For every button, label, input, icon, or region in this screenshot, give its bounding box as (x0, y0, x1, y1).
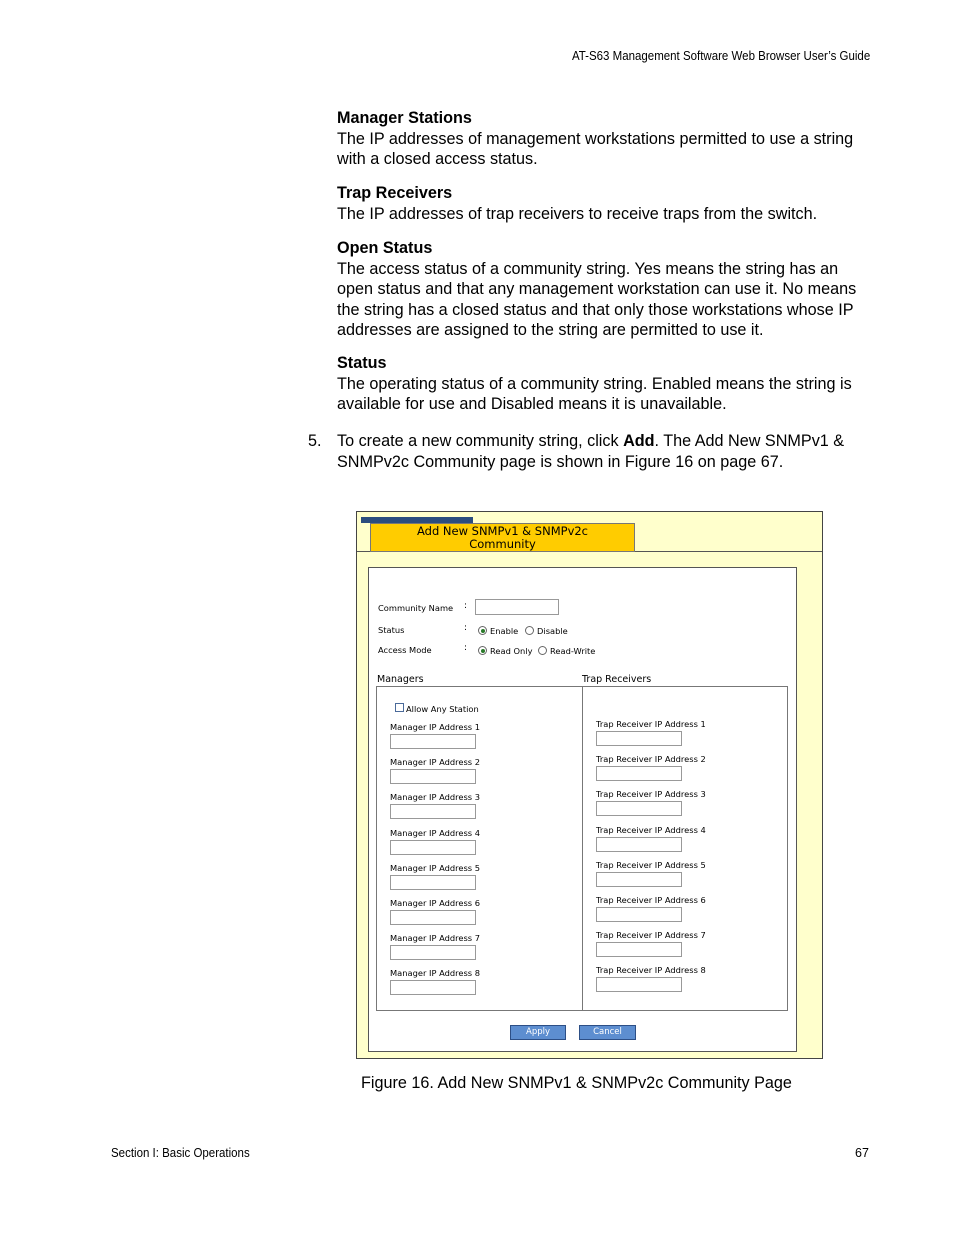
access-read-only-radio[interactable] (478, 646, 487, 655)
manager-ip-label-7: Manager IP Address 7 (390, 933, 481, 944)
figure-screenshot (356, 511, 823, 1059)
manager-ip-input-7[interactable] (390, 945, 476, 960)
manager-ip-input-1[interactable] (390, 734, 476, 749)
trap-receiver-ip-label-7: Trap Receiver IP Address 7 (596, 930, 706, 941)
step-text-post: . The Add New SNMPv1 & SNMPv2c Community page is shown in Figure 16 on page 67. (337, 432, 845, 471)
status-disable-radio[interactable] (525, 626, 534, 635)
step-text-pre: To create a new community string, click (337, 432, 624, 450)
term-title: Manager Stations (337, 109, 472, 127)
trap-receiver-ip-input-2[interactable] (596, 766, 682, 781)
manager-ip-input-5[interactable] (390, 875, 476, 890)
tab-add-community[interactable] (370, 523, 635, 552)
term-status (337, 353, 877, 415)
manager-ip-input-4[interactable] (390, 840, 476, 855)
term-definition: The IP addresses of management workstations permitted to use a string with a closed access status. (337, 129, 854, 168)
manager-ip-label-3: Manager IP Address 3 (390, 792, 481, 803)
trap-receiver-ip-input-1[interactable] (596, 731, 682, 746)
allow-any-station-label: Allow Any Station (406, 704, 479, 714)
tab-title-line2: Community (469, 537, 536, 551)
figure-caption: Figure 16. Add New SNMPv1 & SNMPv2c Community Page (361, 1074, 792, 1092)
trap-receiver-ip-label-2: Trap Receiver IP Address 2 (596, 754, 706, 765)
apply-button[interactable]: Apply (510, 1025, 566, 1040)
cancel-button[interactable]: Cancel (579, 1025, 636, 1040)
step-number: 5. (308, 432, 322, 450)
allow-any-station-checkbox[interactable] (395, 703, 404, 712)
managers-title: Managers (377, 674, 424, 685)
status-enable-label: Enable (490, 626, 519, 636)
trap-receiver-ip-label-5: Trap Receiver IP Address 5 (596, 859, 706, 870)
manager-ip-label-5: Manager IP Address 5 (390, 862, 481, 873)
manager-ip-label-6: Manager IP Address 6 (390, 898, 481, 908)
trap-receiver-ip-label-6: Trap Receiver IP Address 6 (596, 895, 706, 905)
trap-receiver-ip-label-8: Trap Receiver IP Address 8 (596, 965, 706, 976)
community-name-label: Community Name (378, 603, 454, 613)
manager-ip-label-8: Manager IP Address 8 (390, 968, 481, 979)
community-name-input[interactable] (475, 599, 559, 615)
colon: : (464, 623, 468, 633)
manager-ip-label-4: Manager IP Address 4 (390, 827, 481, 838)
manager-ip-label-2: Manager IP Address 2 (390, 757, 481, 768)
term-open-status (337, 238, 877, 341)
trap-receiver-ip-label-4: Trap Receiver IP Address 4 (596, 824, 706, 835)
trap-receiver-ip-input-4[interactable] (596, 837, 682, 852)
status-enable-radio[interactable] (478, 626, 487, 635)
term-title: Trap Receivers (337, 184, 453, 202)
form-panel (368, 567, 797, 1052)
colon: : (464, 601, 468, 611)
manager-ip-label-1: Manager IP Address 1 (390, 722, 481, 732)
page-number: 67 (855, 1146, 869, 1160)
tab-title-line1: Add New SNMPv1 & SNMPv2c (416, 524, 589, 538)
step-text-bold: Add (623, 432, 655, 450)
term-definition: The operating status of a community string. Enabled means the string is available for use and Disabled means it is unavailable. (337, 374, 852, 413)
step-text (337, 431, 877, 472)
colon: : (464, 643, 468, 653)
access-read-write-label: Read-Write (550, 646, 596, 656)
status-disable-label: Disable (537, 626, 568, 636)
access-read-write-radio[interactable] (538, 646, 547, 655)
manager-ip-input-6[interactable] (390, 910, 476, 925)
manager-ip-input-8[interactable] (390, 980, 476, 995)
column-divider (582, 686, 583, 1011)
manager-ip-input-3[interactable] (390, 804, 476, 819)
trap-receiver-ip-label-3: Trap Receiver IP Address 3 (596, 789, 706, 800)
manager-ip-input-2[interactable] (390, 769, 476, 784)
trap-receiver-ip-input-3[interactable] (596, 801, 682, 816)
access-read-only-label: Read Only (490, 646, 533, 656)
term-definition: The IP addresses of trap receivers to receive traps from the switch. (337, 204, 818, 223)
trap-receiver-ip-label-1: Trap Receiver IP Address 1 (596, 719, 706, 729)
trap-receiver-ip-input-5[interactable] (596, 872, 682, 887)
status-label: Status (378, 625, 405, 635)
page-header: AT-S63 Management Software Web Browser User’s Guide (571, 49, 870, 63)
access-mode-label: Access Mode (378, 645, 432, 655)
trap-receivers-title: Trap Receivers (582, 674, 652, 685)
trap-receiver-ip-input-7[interactable] (596, 942, 682, 957)
term-trap-receivers (337, 183, 877, 224)
term-manager-stations (337, 108, 877, 170)
term-title: Open Status (337, 239, 433, 257)
footer-section: Section I: Basic Operations (111, 1146, 250, 1160)
trap-receiver-ip-input-8[interactable] (596, 977, 682, 992)
trap-receiver-ip-input-6[interactable] (596, 907, 682, 922)
term-title: Status (337, 354, 387, 372)
term-definition: The access status of a community string. Yes means the string has an open status and that any management workstation can use it. No means the string has a closed status and that only those workstations whose IP addresses are assigned to the string are permitted to use it. (337, 259, 857, 339)
